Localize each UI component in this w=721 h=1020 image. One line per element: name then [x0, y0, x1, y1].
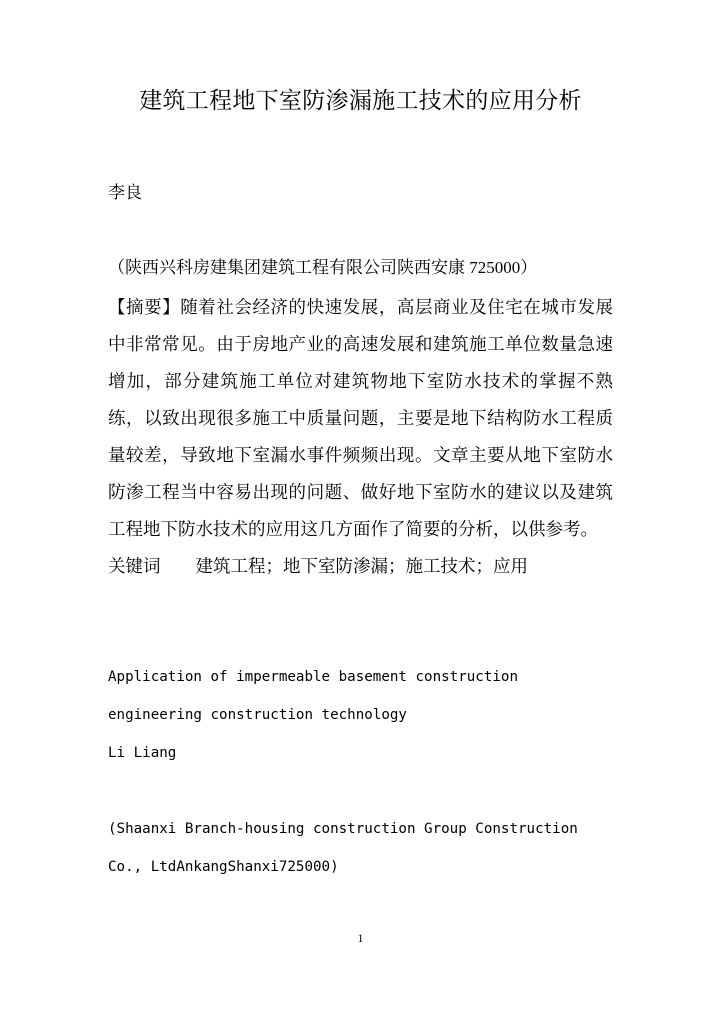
abstract-chinese: 【摘要】随着社会经济的快速发展，高层商业及住宅在城市发展中非常常见。由于房地产业的高速发展和建筑施工单位数量急速增加，部分建筑施工单位对建筑物地下室防水技术的掌握不熟练，以致出现很多施工中质量问题，主要是地下结构防水工程质量较差，导致地下室漏水事件频频出现。文章主要从地下室防水防渗工程当中容易出现的问题、做好地下室防水的建议以及建筑工程地下防水技术的应用这几方面作了简要的分析，以供参考。	[108, 297, 613, 539]
affiliation-english: (Shaanxi Branch-housing construction Group Construction Co., LtdAnkangShanxi725000)	[108, 821, 578, 875]
page-title: 建筑工程地下室防渗漏施工技术的应用分析	[139, 88, 582, 113]
page-content	[108, 0, 613, 886]
english-section	[108, 585, 613, 886]
affiliation-chinese: （陕西兴科房建集团建筑工程有限公司陕西安康 725000）	[108, 258, 538, 277]
page-number: 1	[357, 931, 364, 945]
title-english: Application of impermeable basement construction engineering construction technology	[108, 669, 518, 723]
author-name-chinese: 李良	[108, 183, 142, 202]
keywords-chinese: 关键词 建筑工程；地下室防渗漏；施工技术；应用	[108, 556, 528, 576]
author-name-english: Li Liang	[108, 745, 177, 761]
